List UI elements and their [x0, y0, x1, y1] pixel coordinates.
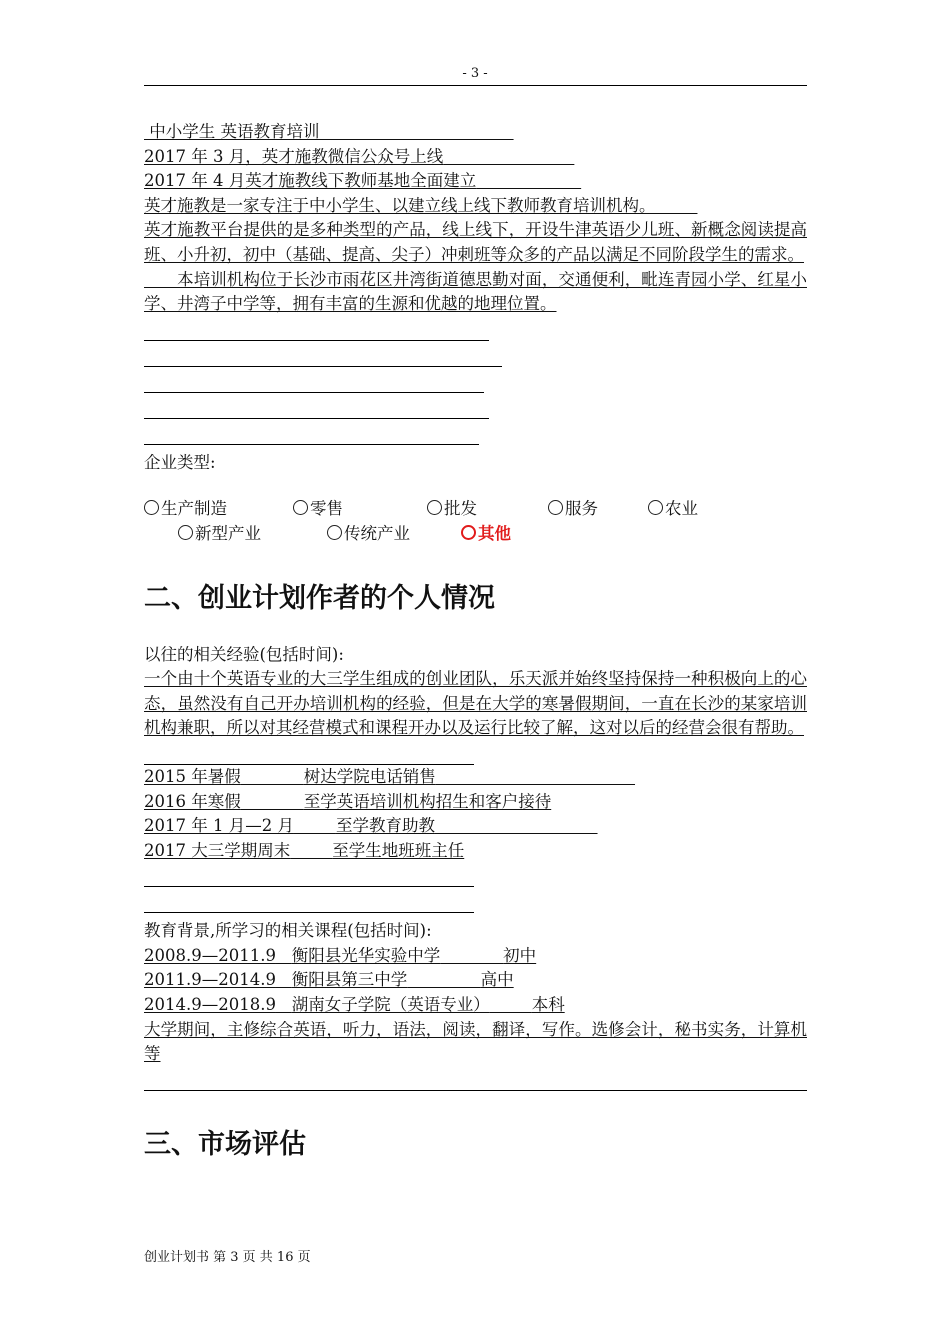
education-row: [144, 993, 807, 1018]
text-line: [144, 169, 807, 194]
experience-text: 一个由十个英语专业的大三学生组成的创业团队，乐天派并始终坚持保持一种积极向上的心态，虽然没有自己开办培训机构的经验，但是在大学的寒暑假期间，一直在长沙的某家培训机构兼职，所以对其经营模式和课程开办以及运行比较了解，这对以后的经营会很有帮助。: [144, 669, 807, 738]
job-time: 2017 大三学期周末: [144, 840, 291, 860]
education-row: [144, 968, 807, 993]
radio-circle-icon: [427, 500, 442, 515]
courses-paragraph: [144, 1018, 807, 1067]
job-time: 2016 年寒假: [144, 791, 241, 811]
radio-label: 零售: [310, 499, 343, 519]
radio-circle-icon: [461, 525, 476, 540]
radio-new-industry[interactable]: [178, 522, 327, 547]
blank-line: [144, 443, 479, 445]
radio-agriculture[interactable]: [648, 497, 698, 522]
location-paragraph-text: 本培训机构位于长沙市雨花区井湾街道德思勤对面，交通便利，毗连青园小学、红星小学、井湾子中学等，拥有丰富的生源和优越的地理位置。: [144, 269, 807, 314]
job-desc: 至学生地班班主任: [332, 840, 465, 860]
text-line-content: 2017 年 3 月，英才施教微信公众号上线: [144, 146, 444, 166]
job-desc: 树达学院电话销售: [303, 766, 436, 786]
intro-paragraph-text: 英才施教平台提供的是多种类型的产品，线上线下，开设牛津英语少儿班、新概念阅读提高班、小升初，初中（基础、提高、尖子）冲刺班等众多的产品以满足不同阶段学生的需求。: [144, 220, 807, 264]
education-level: 高中: [480, 970, 514, 990]
education-row: [144, 944, 807, 969]
radio-circle-icon: [548, 500, 563, 515]
text-line-content: 中小学生 英语教育培训: [144, 122, 320, 141]
education-level: 本科: [531, 995, 565, 1015]
education-level: 初中: [503, 945, 537, 965]
radio-circle-icon: [144, 500, 159, 515]
education-label: 教育背景,所学习的相关课程(包括时间):: [144, 921, 432, 941]
experience-label: 以往的相关经验(包括时间):: [144, 644, 344, 664]
text-line-content: 2017 年 4 月英才施教线下教师基地全面建立: [144, 171, 477, 191]
radio-circle-icon: [293, 500, 308, 515]
radio-other-selected[interactable]: [461, 522, 511, 547]
education-school: 衡阳县光华实验中学: [291, 945, 441, 965]
education-school: 衡阳县第三中学: [291, 970, 408, 990]
radio-service[interactable]: [548, 497, 648, 522]
enterprise-type-label: 企业类型:: [144, 452, 216, 472]
radio-retail[interactable]: [293, 497, 427, 522]
job-time: 2017 年 1 月—2 月: [144, 816, 294, 836]
radio-wholesale[interactable]: [427, 497, 548, 522]
courses-text: 大学期间，主修综合英语，听力，语法，阅读，翻译，写作。选修会计，秘书实务，计算机等: [144, 1019, 807, 1064]
radio-traditional-industry[interactable]: [327, 522, 461, 547]
radio-circle-icon: [648, 500, 663, 515]
job-desc: 至学英语培训机构招生和客户接待: [303, 791, 552, 811]
job-row: [144, 839, 807, 864]
radio-label: 生产制造: [161, 499, 227, 519]
job-desc: 至学教育助教: [335, 816, 435, 836]
radio-manufacturing[interactable]: [144, 497, 293, 522]
enterprise-type-options: [144, 497, 807, 522]
radio-label: 新型产业: [195, 523, 261, 543]
radio-label: 其他: [478, 523, 511, 543]
radio-label: 批发: [444, 499, 477, 519]
location-paragraph: [144, 268, 807, 317]
document-body: [144, 120, 807, 1161]
text-line: [144, 145, 807, 170]
experience-paragraph: [144, 667, 807, 741]
header-rule: [144, 85, 807, 86]
text-line-content: 英才施教是一家专注于中小学生、以建立线上线下教师教育培训机构。: [144, 195, 656, 215]
job-row: [144, 814, 807, 839]
job-time: 2015 年暑假: [144, 766, 241, 786]
page-footer: 创业计划书 第 3 页 共 16 页: [144, 1250, 311, 1265]
job-row: [144, 765, 807, 790]
intro-paragraph: [144, 218, 807, 267]
enterprise-type-options-row2: [144, 522, 807, 547]
radio-label: 农业: [665, 499, 698, 519]
education-school: 湖南女子学院（英语专业）: [291, 995, 490, 1015]
radio-label: 传统产业: [344, 523, 410, 543]
section-heading-market: 三、市场评估: [144, 1128, 306, 1160]
radio-label: 服务: [565, 499, 598, 519]
job-row: [144, 790, 807, 815]
education-time: 2014.9—2018.9: [144, 995, 276, 1015]
text-line: [144, 120, 807, 145]
education-time: 2008.9—2011.9: [144, 945, 276, 965]
radio-circle-icon: [178, 525, 193, 540]
radio-circle-icon: [327, 525, 342, 540]
education-time: 2011.9—2014.9: [144, 970, 276, 990]
section-heading-personal: 二、创业计划作者的个人情况: [144, 582, 495, 614]
page-number: - 3 -: [462, 66, 488, 81]
text-line: [144, 194, 807, 219]
blank-line: [144, 911, 474, 913]
